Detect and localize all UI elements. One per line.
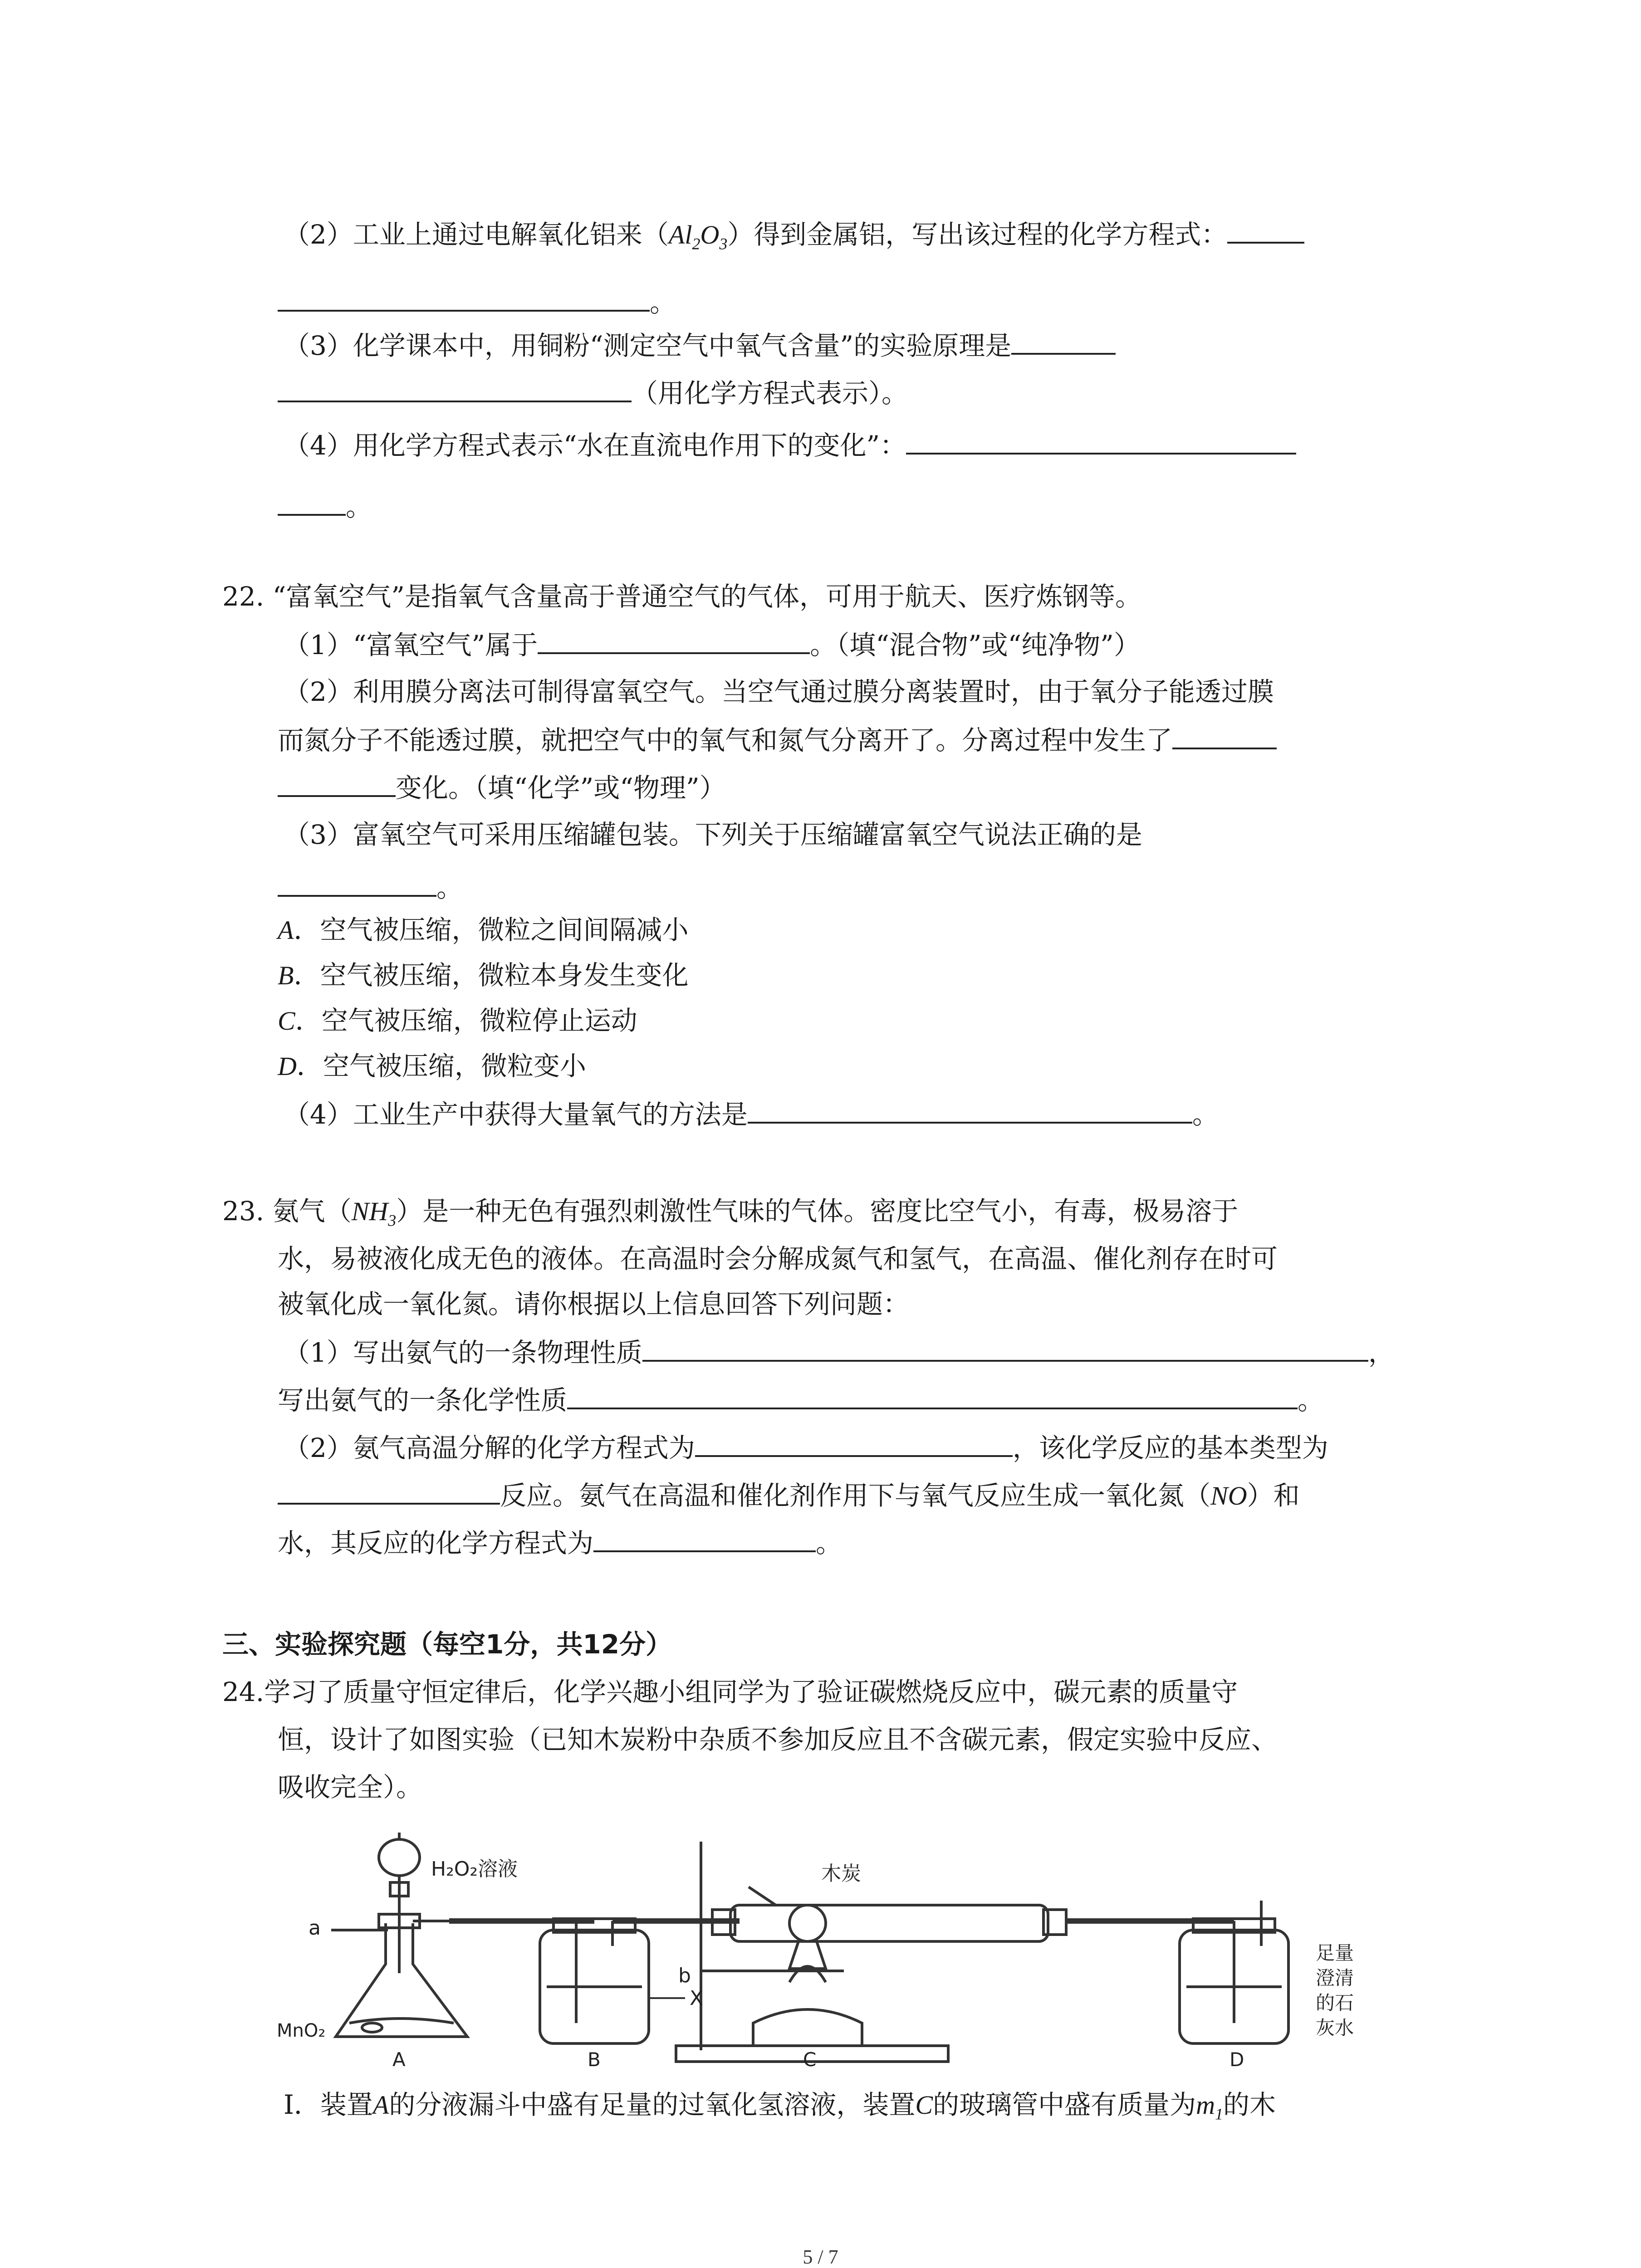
answer-blank[interactable]	[278, 374, 632, 402]
h2o2-label: H₂O₂溶液	[431, 1857, 518, 1881]
apparatus-b	[540, 1919, 740, 2043]
q22-part4: （4）工业生产中获得大量氧气的方法是 。	[284, 1095, 1219, 1133]
q22-part1: （1）“富氧空气”属于 。（填“混合物”或“纯净物”）	[284, 626, 1140, 663]
q24-stem-line3: 吸收完全）。	[278, 1772, 423, 1803]
q24-stem-line1: 24.学习了质量守恒定律后，化学兴趣小组同学为了验证碳燃烧反应中，碳元素的质量守	[222, 1677, 1238, 1707]
answer-blank[interactable]	[1011, 327, 1116, 355]
q23-stem-line3: 被氧化成一氧化氮。请你根据以上信息回答下列问题：	[278, 1289, 910, 1320]
answer-blank[interactable]	[278, 869, 436, 897]
answer-blank[interactable]	[748, 1095, 1192, 1124]
question-number: 22.	[222, 581, 265, 612]
q21-part2-line1: （2）工业上通过电解氧化铝来$(Al_2O_3)$得到金属铝，写出该过程的化学方程式：	[284, 215, 1304, 262]
q21-part2-line2: 。	[278, 284, 676, 321]
q24-stem-line2: 恒，设计了如图实验（已知木炭粉中杂质不参加反应且不含碳元素，假定实验中反应、	[278, 1724, 1278, 1755]
q22-part2-line3: 变化。（填“化学”或“物理”）	[278, 769, 726, 806]
experiment-apparatus-figure	[277, 1833, 1470, 2068]
answer-blank[interactable]	[538, 626, 810, 654]
q24-part1-line1: Ⅰ．装置A的分液漏斗中盛有足量的过氧化氢溶液，装置C的玻璃管中盛有质量为$m_1$的木	[284, 2089, 1276, 2123]
q22-part2-line2: 而氮分子不能透过膜，就把空气中的氧气和氮气分离开了。分离过程中发生了	[278, 721, 1277, 758]
q23-stem-line1: 23. 氨气$(NH_3)$是一种无色有强烈刺激性气味的气体。密度比空气小，有毒，极易溶于	[222, 1196, 1239, 1230]
caption-d: D	[1230, 2048, 1244, 2068]
q22-option-d[interactable]: D．空气被压缩，微粒变小	[278, 1051, 586, 1081]
answer-blank[interactable]	[593, 1524, 816, 1552]
limewater-label-4: 灰水	[1316, 2017, 1354, 2039]
caption-a: A	[392, 2048, 406, 2068]
q23-stem-line2: 水，易被液化成无色的液体。在高温时会分解成氮气和氢气，在高温、催化剂存在时可	[278, 1243, 1278, 1274]
formula-al2o3: $Al_2O_3$	[668, 220, 728, 253]
symbol-m1: $m_1$	[1196, 2090, 1223, 2123]
answer-blank[interactable]	[1227, 215, 1304, 244]
limewater-label-2: 澄清	[1316, 1967, 1354, 1989]
answer-blank[interactable]	[278, 1476, 500, 1505]
q23-part1-line2: 写出氨气的一条化学性质 。	[278, 1381, 1324, 1418]
mno2-label: MnO₂	[277, 2020, 326, 2041]
text: （2）工业上通过电解氧化铝来（	[284, 219, 669, 250]
caption-c: C	[803, 2048, 817, 2068]
page-number: 5 / 7	[803, 2246, 838, 2268]
q23-part2-line1: （2）氨气高温分解的化学方程式为 ，该化学反应的基本类型为	[284, 1429, 1328, 1466]
caption-b: B	[588, 2048, 601, 2068]
answer-blank[interactable]	[642, 1334, 1368, 1362]
apparatus-c	[676, 1842, 1234, 2062]
answer-blank[interactable]	[695, 1429, 1013, 1457]
answer-blank[interactable]	[567, 1381, 1298, 1409]
question-number: 24.	[222, 1677, 265, 1707]
section-title: 三、实验探究题（每空1分，共12分）	[222, 1629, 672, 1660]
answer-blank[interactable]	[278, 284, 650, 312]
label-a: a	[309, 1916, 321, 1940]
q21-part3-line2: （用化学方程式表示）。	[278, 374, 908, 411]
answer-blank[interactable]	[278, 769, 396, 797]
answer-blank[interactable]	[1172, 721, 1277, 749]
question-number: 23.	[222, 1196, 265, 1227]
q22-stem: 22. “富氧空气”是指氧气含量高于普通空气的气体，可用于航天、医疗炼钢等。	[222, 581, 1141, 612]
limewater-label-3: 的石	[1316, 1992, 1354, 2014]
q22-part3-line1: （3）富氧空气可采用压缩罐包装。下列关于压缩罐富氧空气说法正确的是	[284, 819, 1142, 850]
q23-part1-line1: （1）写出氨气的一条物理性质 ，	[284, 1334, 1395, 1371]
q23-part2-line2: 反应。氨气在高温和催化剂作用下与氧气反应生成一氧化氮（NO）和	[278, 1476, 1300, 1514]
q22-part2-line1: （2）利用膜分离法可制得富氧空气。当空气通过膜分离装置时，由于氧分子能透过膜	[284, 676, 1274, 707]
q22-option-c[interactable]: C．空气被压缩，微粒停止运动	[278, 1005, 637, 1036]
q21-part4-line1: （4）用化学方程式表示“水在直流电作用下的变化”：	[284, 426, 1296, 464]
answer-blank[interactable]	[278, 488, 346, 516]
q22-option-b[interactable]: B．空气被压缩，微粒本身发生变化	[278, 960, 689, 991]
q22-option-a[interactable]: A．空气被压缩，微粒之间间隔减小	[278, 914, 689, 945]
q22-part3-line2: 。	[278, 869, 463, 906]
charcoal-label: 木炭	[821, 1862, 861, 1885]
q23-part2-line3: 水，其反应的化学方程式为 。	[278, 1524, 842, 1561]
q21-part3-line1: （3）化学课本中，用铜粉“测定空气中氧气含量”的实验原理是	[284, 327, 1116, 364]
answer-blank[interactable]	[906, 426, 1296, 455]
limewater-label-1: 足量	[1316, 1942, 1354, 1964]
q21-part4-line2: 。	[278, 488, 372, 525]
label-b: b	[678, 1964, 691, 1987]
formula-nh3: $NH_3$	[351, 1197, 397, 1230]
label-x: X	[690, 1987, 704, 2010]
formula-no: NO	[1210, 1481, 1247, 1510]
